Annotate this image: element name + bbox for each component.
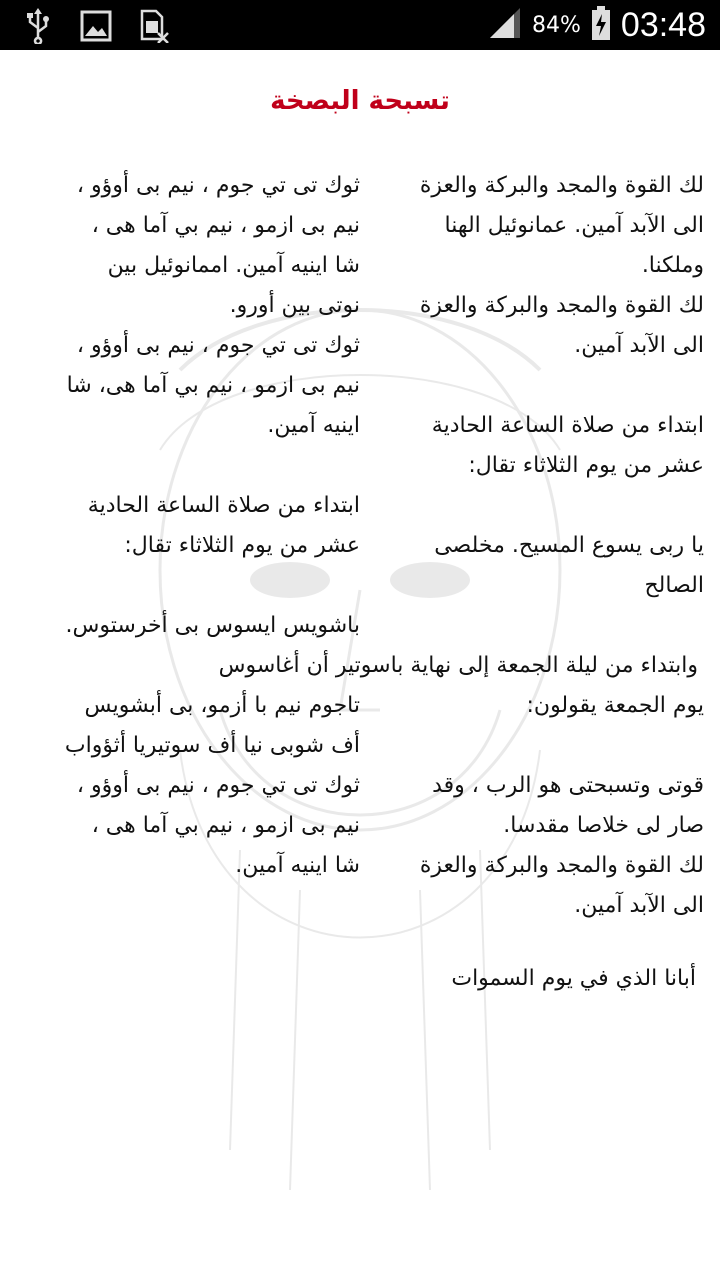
text-line: لك القوة والمجد والبركة والعزة	[419, 293, 704, 318]
full-width-line: وابتداء من ليلة الجمعة إلى نهاية باسوتير أن أغاسوس	[218, 653, 698, 678]
prayer-column-arabic-2	[374, 686, 704, 926]
text-line: باشويس ايسوس بى أخرستوس.	[65, 613, 360, 638]
page-title: تسبحة البصخة	[270, 86, 450, 116]
text-line: لك القوة والمجد والبركة والعزة	[419, 173, 704, 198]
text-line: أف شوبى نيا أف سوتيريا أثؤواب	[64, 733, 360, 758]
text-line: نيم بى ازمو ، نيم بي آما هى ،	[91, 813, 360, 838]
closing-line: أبانا الذي في يوم السموات	[451, 966, 696, 991]
text-line	[20, 446, 360, 486]
prayer-column-arabic	[374, 166, 704, 606]
text-line: وملكنا.	[641, 253, 704, 278]
text-line: الى الآبد آمين.	[574, 893, 704, 918]
text-line: ثوك تى تي جوم ، نيم بى أوؤو ،	[76, 333, 360, 358]
text-line: ابتداء من صلاة الساعة الحادية	[431, 413, 704, 438]
notification-icons	[18, 6, 174, 46]
prayer-column-coptic	[20, 166, 360, 646]
text-line	[20, 566, 360, 606]
text-line: يا ربى يسوع المسيح. مخلصى	[434, 533, 704, 558]
signal-icon	[488, 6, 522, 44]
text-line	[374, 366, 704, 406]
text-line: شا اينيه آمين. اممانوئيل بين	[107, 253, 360, 278]
status-bar	[0, 0, 720, 50]
text-line: نوتى بين أورو.	[229, 293, 360, 318]
no-sim-icon	[134, 6, 174, 46]
text-line: لك القوة والمجد والبركة والعزة	[419, 853, 704, 878]
text-line: الى الآبد آمين. عمانوئيل الهنا	[444, 213, 704, 238]
text-line: اينيه آمين.	[267, 413, 360, 438]
text-line: تاجوم نيم با أزمو، بى أبشويس	[84, 693, 360, 718]
text-line: عشر من يوم الثلاثاء تقال:	[468, 453, 704, 478]
text-line: الى الآبد آمين.	[574, 333, 704, 358]
text-line: نيم بى ازمو ، نيم بي آما هى ،	[91, 213, 360, 238]
text-line: الصالح	[644, 573, 704, 598]
text-line: عشر من يوم الثلاثاء تقال:	[124, 533, 360, 558]
battery-charging-icon	[591, 6, 611, 44]
text-line: يوم الجمعة يقولون:	[526, 693, 704, 718]
image-icon	[76, 6, 116, 46]
clock: 03:48	[620, 5, 706, 44]
battery-percent: 84%	[532, 12, 581, 38]
text-line: ثوك تى تي جوم ، نيم بى أوؤو ،	[76, 173, 360, 198]
text-line	[374, 486, 704, 526]
text-line	[374, 726, 704, 766]
text-line: ابتداء من صلاة الساعة الحادية	[87, 493, 360, 518]
text-line: ثوك تى تي جوم ، نيم بى أوؤو ،	[76, 773, 360, 798]
prayer-column-coptic-2	[20, 686, 360, 886]
text-line: نيم بى ازمو ، نيم بي آما هى، شا	[66, 373, 360, 398]
text-line: صار لى خلاصا مقدسا.	[503, 813, 704, 838]
usb-icon	[18, 6, 58, 46]
status-indicators	[488, 0, 706, 50]
text-line: قوتى وتسبحتى هو الرب ، وقد	[432, 773, 704, 798]
text-line: شا اينيه آمين.	[235, 853, 360, 878]
